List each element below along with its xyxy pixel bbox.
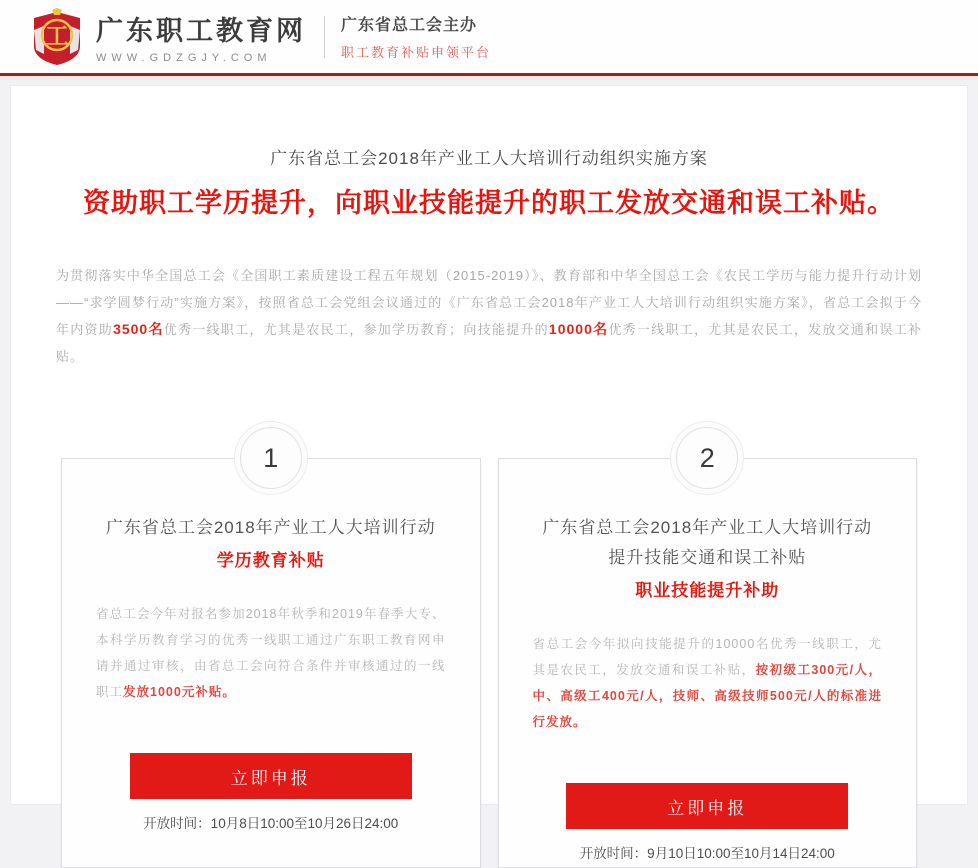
step-number-badge: 1 [240,427,302,489]
sponsor-text: 广东省总工会主办 [341,17,478,34]
intro-part2: 优秀一线职工，尤其是农民工，参加学历教育；向技能提升的 [163,322,549,337]
intro-part3: 优秀一线职工，尤其是农民工，发放交通和误工补贴。 [56,322,922,364]
open-time-text: 开放时间：9月10日10:00至10月14日24:00 [579,846,835,861]
tagline-text: 职工教育补贴申领平台 [341,45,492,60]
intro-paragraph [56,262,922,370]
site-header [0,0,978,76]
header-divider [324,16,325,58]
logo-link[interactable] [30,8,306,66]
document-title: 广东省总工会2018年产业工人大培训行动组织实施方案 [270,149,708,168]
intro-part1: 为贯彻落实中华全国总工会《全国职工素质建设工程五年规划（2015-2019）》、教育部和中华全国总工会《农民工学历与能力提升行动计划——“求学圆梦行动”实施方案》，按照省总工会党组会议通过的《广东省总工会2018年产业工人大培训行动组织实施方案》，省总工会拟于今年内资助 [56,268,922,337]
content-panel [10,85,968,861]
intro-highlight-10000: 10000名 [548,321,609,337]
step-number-badge: 2 [676,427,738,489]
logo-icon [30,8,84,66]
card-description-highlight: 按初级工300元/人，中、高级工400元/人，技师、高级技师500元/人的标准进行发放。 [532,663,882,729]
site-name: 广东职工教育网 [96,16,306,46]
card-skill-subsidy [498,442,918,868]
open-time-text: 开放时间：10月8日10:00至10月26日24:00 [143,816,399,831]
card-title: 广东省总工会2018年产业工人大培训行动 [105,518,436,537]
site-url: WWW.GDZGJY.COM [96,52,272,64]
apply-now-button[interactable]: 立即申报 [566,783,848,829]
red-headline: 资助职工学历提升，向职业技能提升的职工发放交通和误工补贴。 [83,188,895,218]
card-subtitle: 学历教育补贴 [216,551,325,570]
card-description [533,631,883,735]
card-description-text: 省总工会今年拟向技能提升的10000名优秀一线职工，尤其是农民工，发放交通和误工补贴， [532,637,882,677]
card-subtitle: 职业技能提升补助 [635,581,780,600]
apply-now-button[interactable]: 立即申报 [130,753,412,799]
intro-highlight-3500: 3500名 [113,321,164,337]
card-education-subsidy [61,442,481,868]
card-row [61,442,917,868]
card-description-highlight: 发放1000元补贴。 [123,685,236,699]
card-title: 广东省总工会2018年产业工人大培训行动提升技能交通和误工补贴 [542,518,873,567]
card-description-text: 省总工会今年对报名参加2018年秋季和2019年春季大专、本科学历教育学习的优秀一线职工通过广东职工教育网申请并通过审核，由省总工会向符合条件并审核通过的一线职工 [96,607,446,699]
svg-text:工: 工 [45,23,69,50]
card-description [96,601,446,705]
